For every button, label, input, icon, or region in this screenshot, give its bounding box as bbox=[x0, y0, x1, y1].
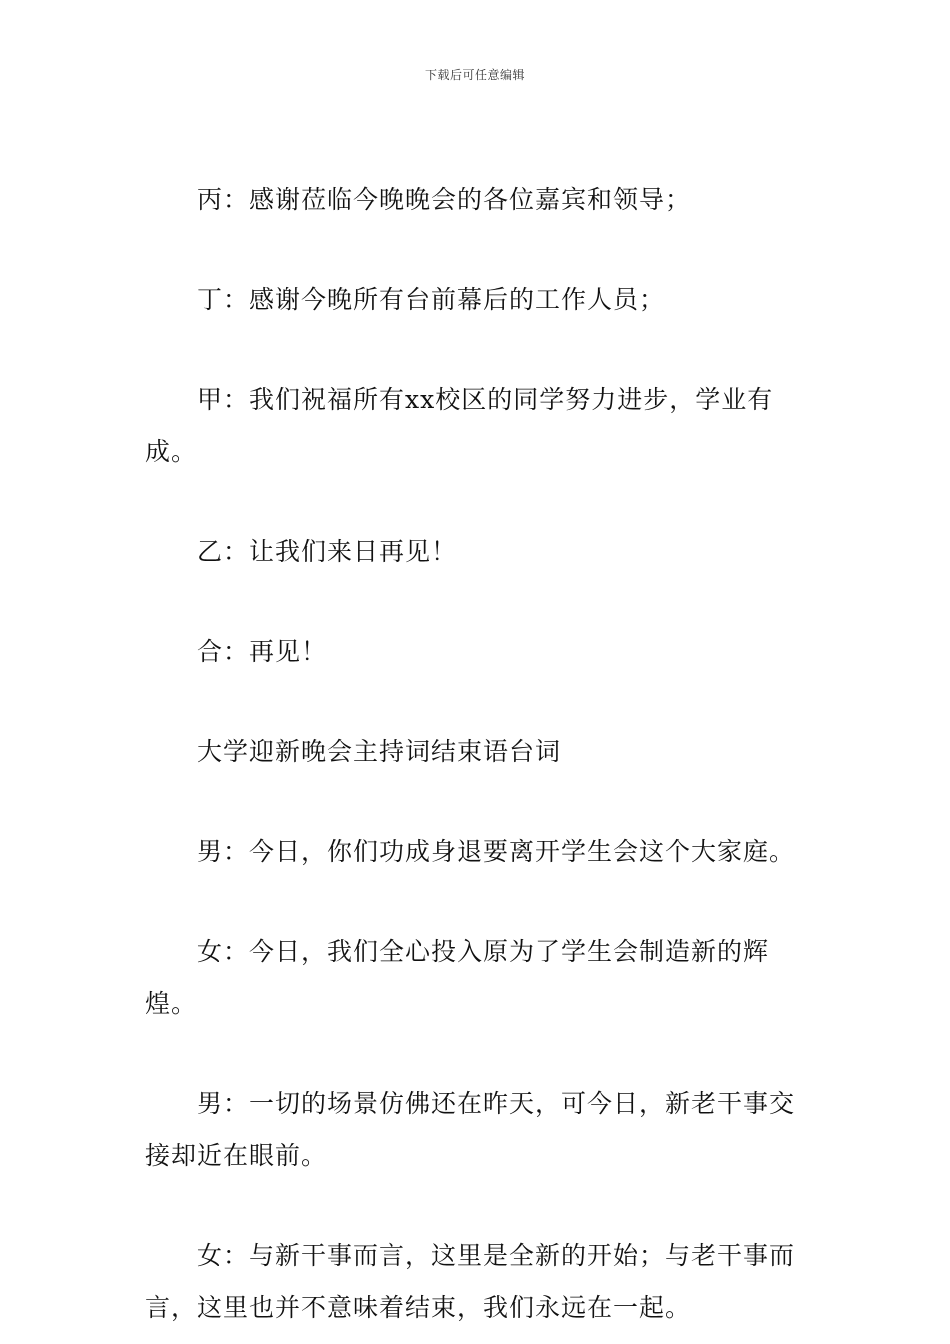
paragraph-closing-thanks-guests: 丙：感谢莅临今晚晚会的各位嘉宾和领导； bbox=[197, 185, 692, 214]
paragraph-see-you: 乙：让我们来日再见！ bbox=[197, 537, 458, 566]
paragraph-male-1: 男：今日，你们功成身退要离开学生会这个大家庭。 bbox=[197, 837, 796, 866]
paragraph-female-1: 女：今日，我们全心投入原为了学生会制造新的辉煌。 bbox=[145, 937, 770, 1018]
paragraph-closing-thanks-staff: 丁：感谢今晚所有台前幕后的工作人员； bbox=[197, 285, 666, 314]
paragraph-goodbye: 合：再见！ bbox=[197, 637, 328, 666]
paragraph-blessing: 甲：我们祝福所有xx校区的同学努力进步，学业有成。 bbox=[145, 385, 774, 466]
header-note: 下载后可任意编辑 bbox=[424, 68, 525, 82]
section-heading: 大学迎新晚会主持词结束语台词 bbox=[197, 737, 562, 766]
paragraph-female-2: 女：与新干事而言，这里是全新的开始；与老干事而言，这里也并不意味着结束，我们永远在一起。 bbox=[145, 1241, 796, 1322]
paragraph-male-2: 男：一切的场景仿佛还在昨天，可今日，新老干事交接却近在眼前。 bbox=[145, 1089, 796, 1170]
document-body bbox=[145, 174, 815, 1334]
